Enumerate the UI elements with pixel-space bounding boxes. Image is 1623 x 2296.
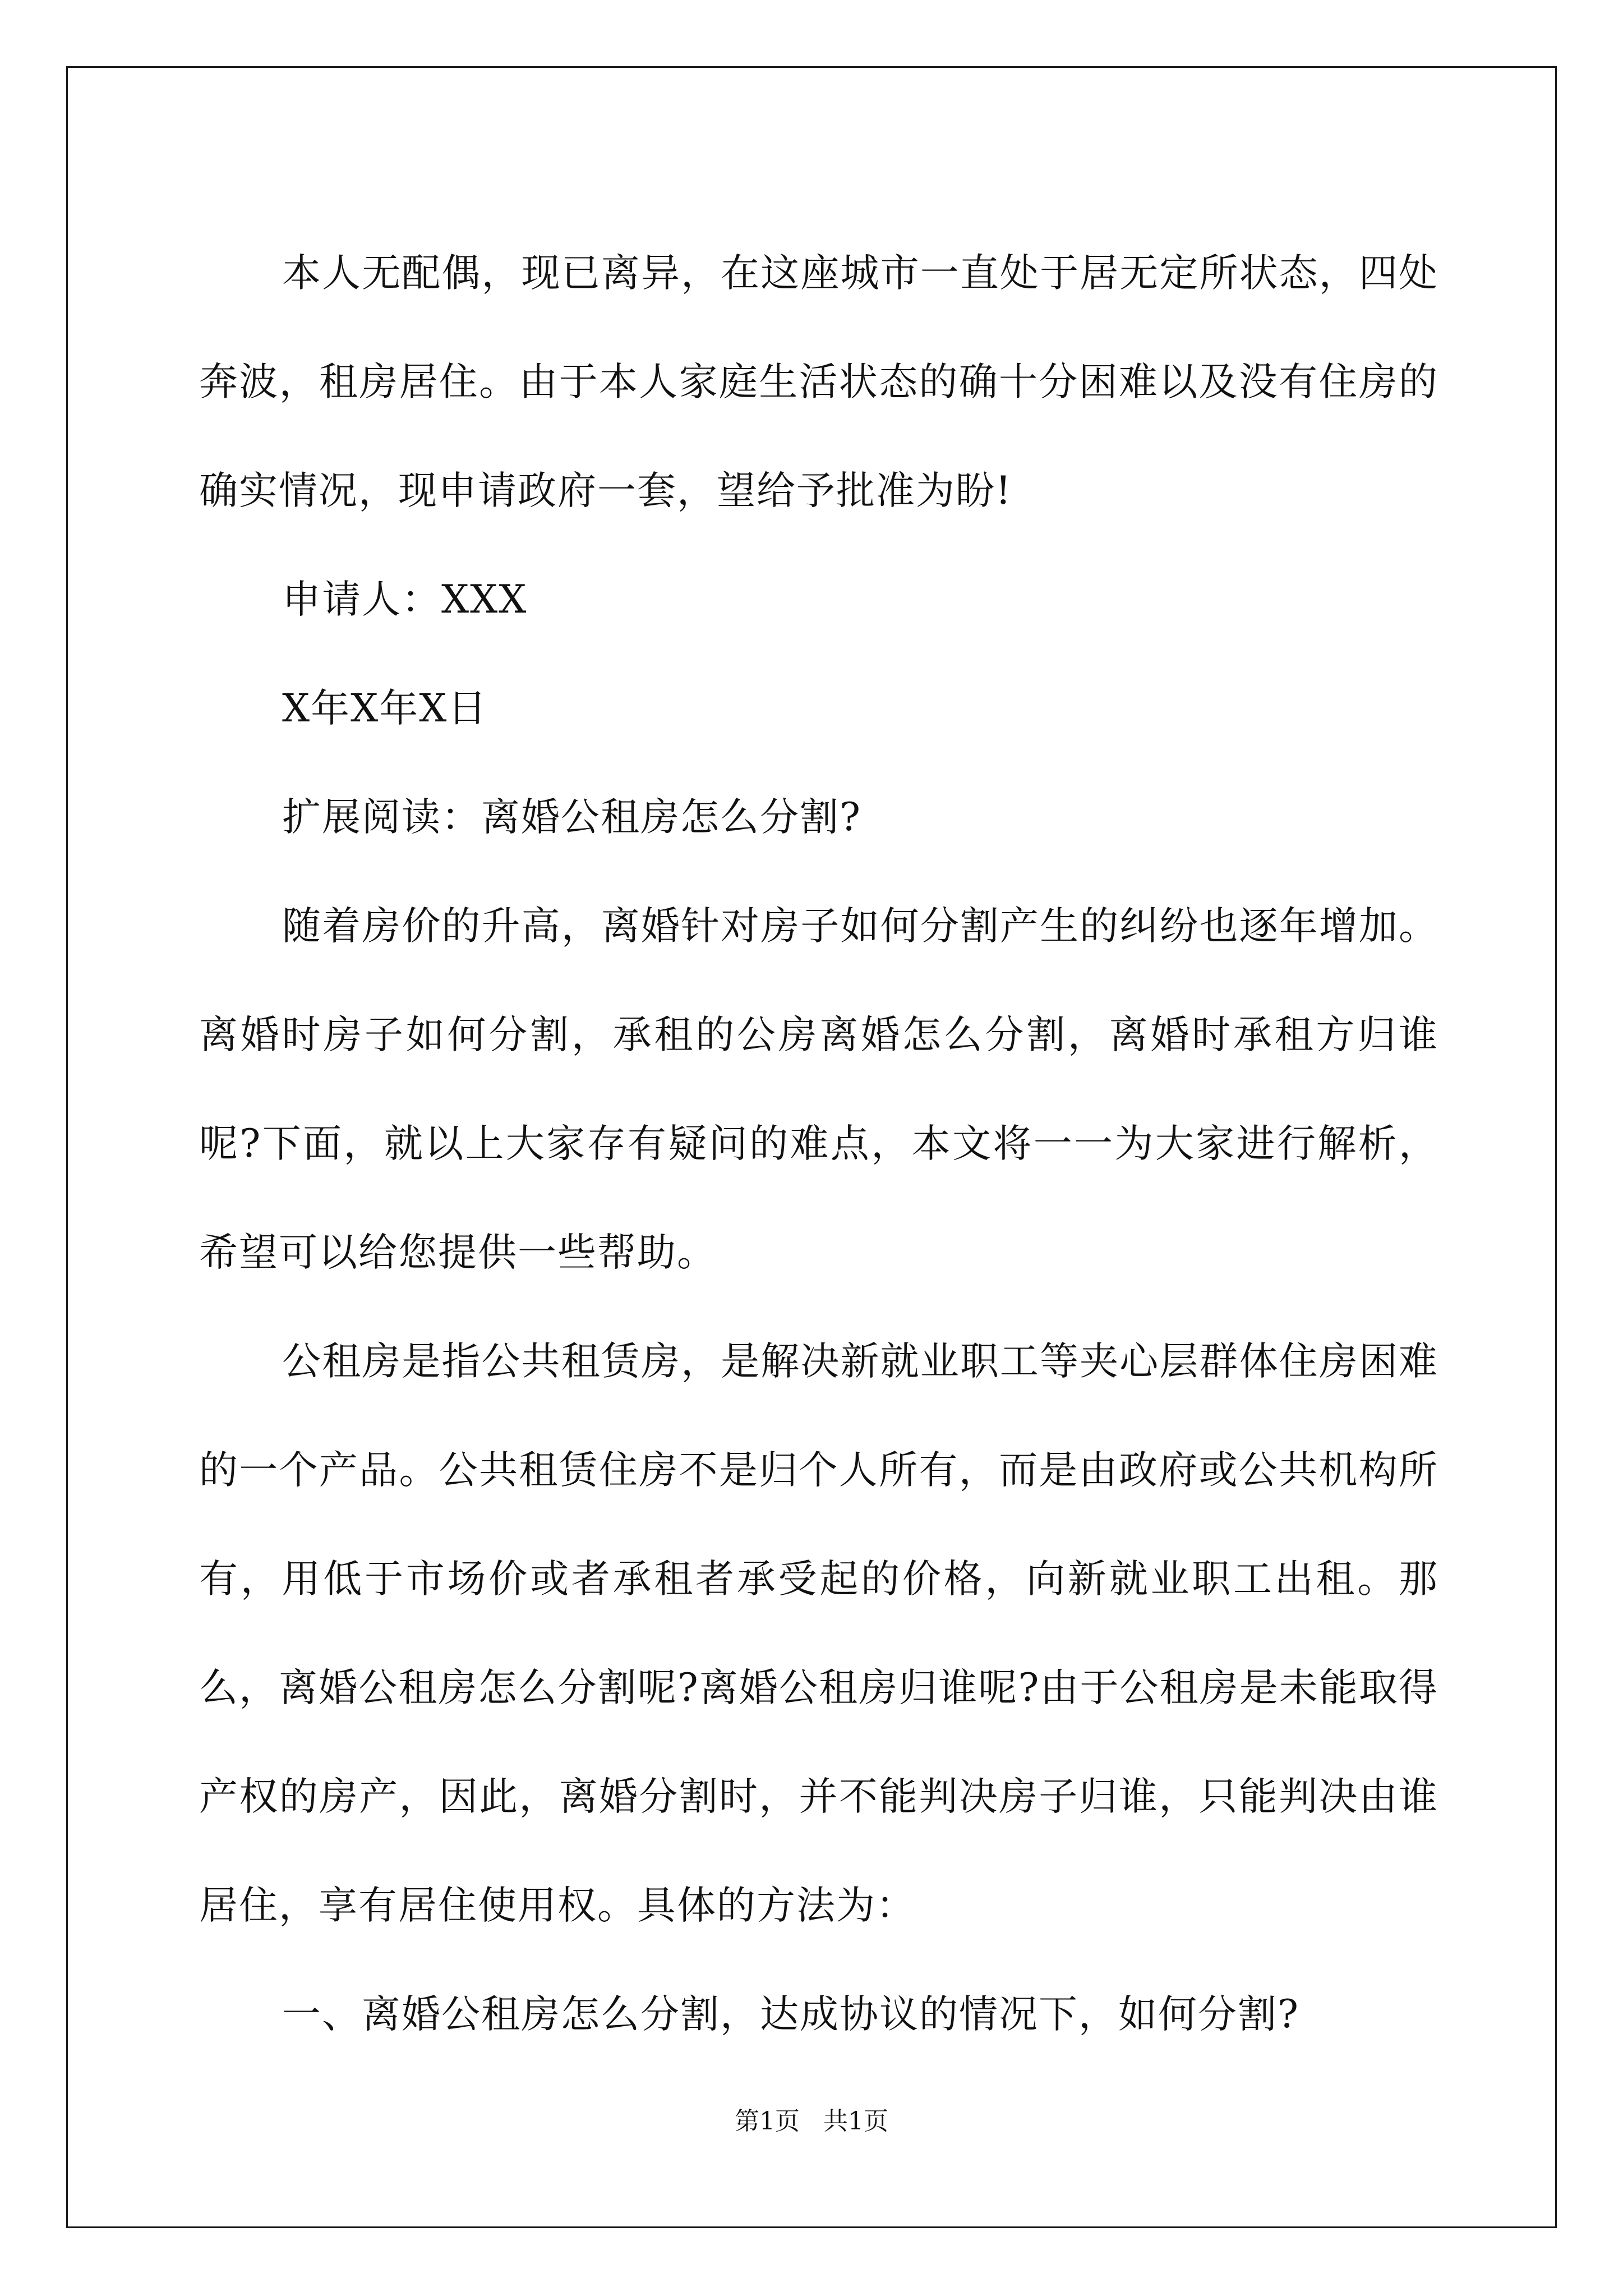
paragraph-section-one-heading: 一、离婚公租房怎么分割，达成协议的情况下，如何分割? — [282, 1992, 1299, 2037]
paragraph-housing-prices: 随着房价的升高，离婚针对房子如何分割产生的纠纷也逐年增加。离婚时房子如何分割，承租的公房离婚怎么分割，离婚时承租方归谁呢?下面，就以上大家存有疑问的难点，本文将一一为大家进行解析，希望可以给您提供一些帮助。 — [199, 904, 1438, 1275]
paragraph-application: 本人无配偶，现已离异，在这座城市一直处于居无定所状态，四处奔波，租房居住。由于本人家庭生活状态的确十分困难以及没有住房的确实情况，现申请政府一套，望给予批准为盼! — [199, 251, 1438, 513]
paragraph-public-rental-definition: 公租房是指公共租赁房，是解决新就业职工等夹心层群体住房困难的一个产品。公共租赁住房不是归个人所有，而是由政府或公共机构所有，用低于市场价或者承租者承受起的价格，向新就业职工出租。那么，离婚公租房怎么分割呢?离婚公租房归谁呢?由于公租房是未能取得产权的房产，因此，离婚分割时，并不能判决房子归谁，只能判决由谁居住，享有居住使用权。具体的方法为： — [199, 1339, 1438, 1928]
document-body — [199, 219, 1438, 2069]
paragraph-extended-reading-title: 扩展阅读：离婚公租房怎么分割? — [282, 795, 861, 840]
paragraph-date: X年X年X日 — [282, 686, 488, 731]
page-number-footer: 第1页 共1页 — [735, 2107, 888, 2136]
paragraph-applicant: 申请人：XXX — [282, 577, 528, 622]
